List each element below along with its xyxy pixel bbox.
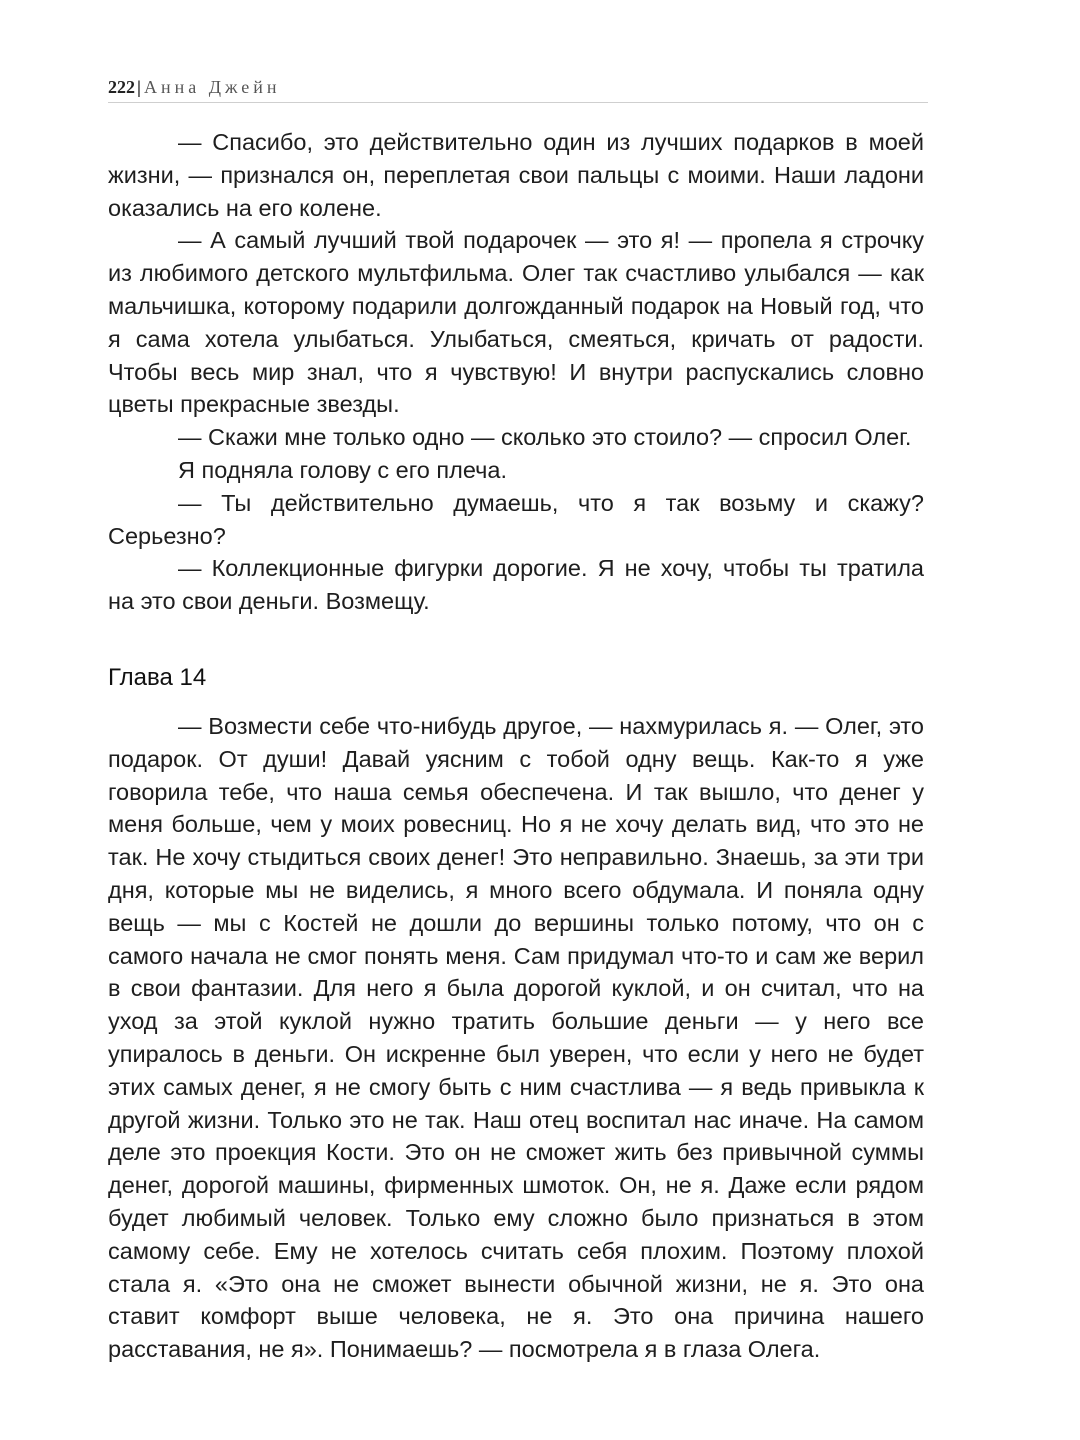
paragraph: — Коллекционные фигурки дорогие. Я не хочу, чтобы ты тратила на это свои деньги. Возмещу.	[108, 555, 924, 615]
header-separator: |	[137, 77, 141, 97]
running-header	[108, 74, 928, 103]
paragraph: — Ты действительно думаешь, что я так возьму и скажу? Серьезно?	[108, 489, 924, 549]
paragraph: — А самый лучший твой подарочек — это я! — пропела я строчку из любимого детского мультфильма. Олег так счастливо улыбался — как мальчишка, которому подарили долгожданный подарок на Новый год, что я сама хотела улыбаться. Улыбаться, смеяться, кричать от радости. Чтобы весь мир знал, что я чувствую! И внутри распускались словно цветы прекрасные звезды.	[108, 227, 924, 418]
chapter-title: Глава 14	[108, 663, 207, 691]
paragraph: — Спасибо, это действительно один из лучших подарков в моей жизни, — признался он, переплетая свои пальцы с моими. Наши ладони оказались на его колене.	[108, 129, 924, 221]
page-body	[108, 126, 924, 1366]
page-number: 222	[108, 77, 135, 97]
paragraph: Я подняла голову с его плеча.	[178, 456, 507, 483]
author-name: Анна Джейн	[143, 77, 281, 97]
paragraph: — Возмести себе что-нибудь другое, — нахмурилась я. — Олег, это подарок. От души! Давай уясним с тобой одну вещь. Как-то я уже говорила тебе, что наша семья обеспечена. И так вышло, что денег у меня больше, чем у моих ровесниц. Но я не хочу делать вид, что это не так. Не хочу стыдиться своих денег! Это неправильно. Знаешь, за эти три дня, которые мы не виделись, я много всего обдумала. И поняла одну вещь — мы с Костей не дошли до вершины только потому, что он с самого начала не смог понять меня. Сам придумал что-то и сам же верил в свои фантазии. Для него я была дорогой куклой, и он считал, что на уход за этой куклой нужно тратить большие деньги — у него все упиралось в деньги. Он искренне был уверен, что если у него не будет этих самых денег, я не смогу быть с ним счастлива — я ведь привыкла к другой жизни. Только это не так. Наш отец воспитал нас иначе. На самом деле это проекция Кости. Это он не сможет жить без привычной суммы денег, дорогой машины, фирменных шмоток. Он, не я. Даже если рядом будет любимый человек. Только ему сложно было признаться в этом самому себе. Ему не хотелось считать себя плохим. Поэтому плохой стала я. «Это она не сможет вынести обычной жизни, не я. Это она ставит комфорт выше человека, не я. Это она причина нашего расставания, не я». Понимаешь? — посмотрела я в глаза Олега.	[108, 712, 924, 1363]
paragraph: — Скажи мне только одно — сколько это стоило? — спросил Олег.	[178, 424, 912, 451]
